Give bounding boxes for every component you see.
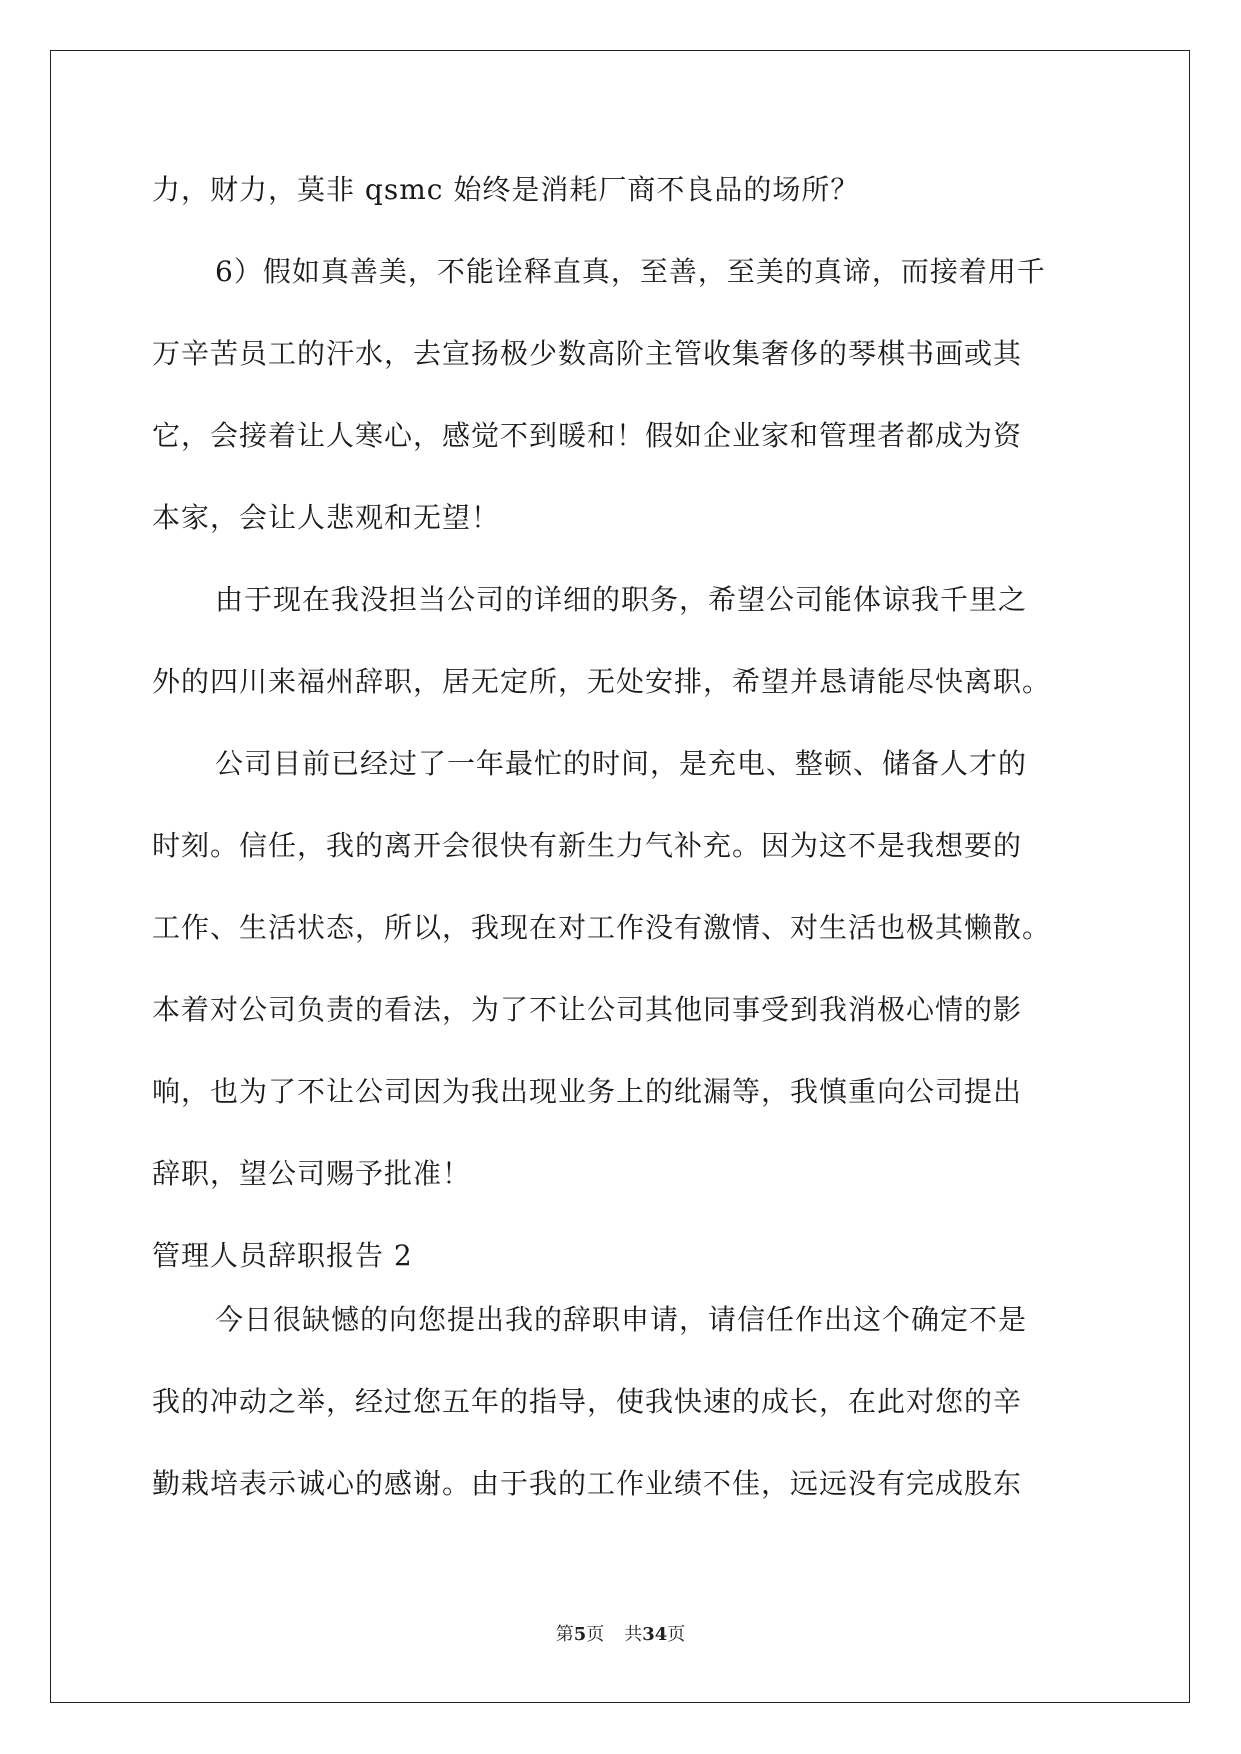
text-line: 辞职，望公司赐予批准！ xyxy=(152,1157,472,1190)
text-line: 公司目前已经过了一年最忙的时间，是充电、整顿、储备人才的 xyxy=(215,747,1028,780)
text-line: 6）假如真善美，不能诠释直真，至善，至美的真谛，而接着用千 xyxy=(215,255,1046,288)
text-line: 力，财力，莫非 qsmc 始终是消耗厂商不良品的场所？ xyxy=(152,173,860,206)
text-line: 外的四川来福州辞职，居无定所，无处安排，希望并恳请能尽快离职。 xyxy=(152,665,1052,698)
page-footer xyxy=(0,1620,1241,1646)
footer-prefix: 第 xyxy=(555,1624,574,1645)
text-line: 工作、生活状态，所以，我现在对工作没有激情、对生活也极其懒散。 xyxy=(152,911,1052,944)
footer-page-suffix: 页 xyxy=(586,1624,605,1645)
text-line: 时刻。信任，我的离开会很快有新生力气补充。因为这不是我想要的 xyxy=(152,829,1023,862)
text-line: 勤栽培表示诚心的感谢。由于我的工作业绩不佳，远远没有完成股东 xyxy=(152,1467,1023,1500)
text-line: 它，会接着让人寒心，感觉不到暖和！假如企业家和管理者都成为资 xyxy=(152,419,1023,452)
text-line: 今日很缺憾的向您提出我的辞职申请，请信任作出这个确定不是 xyxy=(215,1303,1028,1336)
text-line: 万辛苦员工的汗水，去宣扬极少数高阶主管收集奢侈的琴棋书画或其 xyxy=(152,337,1023,370)
text-line: 我的冲动之举，经过您五年的指导，使我快速的成长，在此对您的辛 xyxy=(152,1385,1023,1418)
text-line: 本家，会让人悲观和无望！ xyxy=(152,501,501,534)
total-pages: 34 xyxy=(642,1624,668,1645)
footer-total-prefix: 共 xyxy=(624,1624,643,1645)
document-body xyxy=(152,158,1092,1534)
text-line: 本着对公司负责的看法，为了不让公司其他同事受到我消极心情的影 xyxy=(152,993,1023,1026)
page-number: 5 xyxy=(573,1624,587,1645)
footer-total-suffix: 页 xyxy=(667,1624,686,1645)
text-line: 响，也为了不让公司因为我出现业务上的纰漏等，我慎重向公司提出 xyxy=(152,1075,1023,1108)
section-heading: 管理人员辞职报告 2 xyxy=(152,1239,413,1272)
text-line: 由于现在我没担当公司的详细的职务，希望公司能体谅我千里之 xyxy=(215,583,1028,616)
